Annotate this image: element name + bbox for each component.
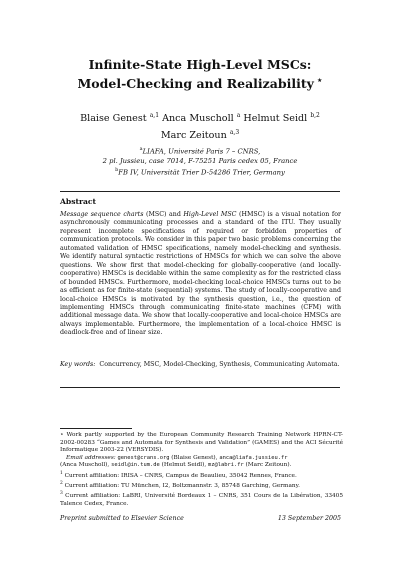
- email-label: Email addresses:: [66, 454, 116, 461]
- abstract-body: [60, 211, 341, 338]
- author-affiliation-marker: a,3: [229, 129, 240, 137]
- footnote-1: Current affiliation: IRISA – CNRS, Campus de Beaulieu, 35042 Rennes, France.: [64, 472, 297, 479]
- keywords: [60, 361, 341, 369]
- author-list: [0, 109, 400, 143]
- footnotes: [60, 432, 343, 508]
- affiliation-a-line-2: 2 pl. Jussieu, case 7014, F-75251 Paris cedex 05, France: [102, 156, 298, 165]
- footnote-rule: [60, 428, 132, 429]
- author-affiliation-marker: b,2: [310, 112, 320, 119]
- author-affiliation-marker: a,1: [149, 112, 160, 119]
- abstract-text: (HMSC) is a visual notation for asynchronously communicating processes and a standard of the ITU. They usually represent incomplete specifications of required or forbidden properties of communication protocols. We consider in this paper two basic problems concerning the automated validation of HMSC specifications, namely model-checking and synthesis. We identify natural syntactic restrictions of HMSCs for which we can solve the above questions. We show first that model-checking for globally-cooperative (and locally-cooperative) HMSCs is decidable within the same complexity as for the restricted class of bounded HMSCs. Furthermore, model-checking local-choice HMSCs turns out to be as efficient as for finite-state (sequential) systems. The study of locally-cooperative and local-choice HMSCs is motivated by the synthesis question, i.e., the question of implementing HMSCs through communicating finite-state machines (CFM) with additional message data. We show that locally-cooperative and local-choice HMSCs are always implementable. Furthermore, the implementation of a local-choice HMSC is deadlock-free and of linear size.: [60, 211, 341, 337]
- abstract-term-msc: Message sequence charts: [60, 211, 144, 218]
- email-owner: (Helmut Seidl),: [159, 462, 209, 468]
- keywords-text: Concurrency, MSC, Model-Checking, Synthesis, Communicating Automata.: [99, 361, 340, 368]
- title-line-1: Infinite-State High-Level MSCs:: [88, 57, 312, 72]
- footnote-2: Current affiliation: TU München, I2, Boltzmannstr. 3, 85748 Garching, Germany.: [64, 482, 300, 489]
- title-footnote-marker: ⋆: [316, 76, 323, 86]
- author-name: Blaise Genest: [80, 113, 147, 125]
- abstract-text-fragment: (MSC) and: [143, 211, 184, 218]
- footnote-number: 3: [60, 491, 63, 497]
- abstract-top-rule: [60, 191, 340, 192]
- footnote-funding: Work partly supported by the European Community Research Training Network HPRN-CT-2002-00283 “Games and Automata for Synthesis and Validation” (GAMES) and the ACI Sécurité Informatique 2003-22 (VERSYDIS).: [60, 432, 343, 453]
- preprint-date: 13 September 2005: [277, 515, 341, 522]
- email-link[interactable]: mz@labri.fr: [208, 462, 244, 468]
- preprint-note: Preprint submitted to Elsevier Science: [60, 515, 184, 522]
- affiliation-a-line-1: LIAFA, Université Paris 7 – CNRS,: [142, 147, 261, 156]
- abstract-heading: Abstract: [60, 197, 97, 206]
- author-affiliation-marker: a: [236, 112, 241, 119]
- email-owner: (Blaise Genest),: [169, 454, 220, 461]
- email-owner: (Anca Muscholl),: [60, 462, 112, 468]
- author-name: Marc Zeitoun: [160, 130, 227, 142]
- email-owner: (Marc Zeitoun).: [243, 462, 292, 468]
- footnote-star-marker: ⋆: [60, 432, 64, 438]
- email-link[interactable]: genest@crans.org: [117, 454, 170, 461]
- affiliation-label: a: [139, 146, 143, 152]
- affiliation-b-line-1: FB IV, Universität Trier D-54286 Trier, Germany: [118, 168, 285, 177]
- paper-title: [0, 56, 400, 92]
- affiliations: [0, 145, 400, 178]
- footnote-number: 2: [60, 480, 63, 486]
- footnote-3: Current affiliation: LaBRI, Université Bordeaux 1 – CNRS, 351 Cours de la Libération, 33405 Talence Cedex, France.: [60, 493, 343, 507]
- email-link[interactable]: seidl@in.tum.de: [111, 462, 160, 468]
- keywords-label: Key words:: [60, 361, 96, 368]
- author-name: Anca Muscholl: [162, 113, 234, 125]
- author-name: Helmut Seidl: [243, 113, 308, 125]
- preprint-line: [60, 515, 341, 522]
- affiliation-label: b: [115, 167, 119, 174]
- email-link[interactable]: anca@liafa.jussieu.fr: [219, 454, 288, 461]
- title-line-2: Model-Checking and Realizability: [77, 76, 314, 92]
- abstract-term-hmsc: High-Level MSC: [183, 211, 237, 218]
- abstract-bottom-rule: [60, 387, 340, 388]
- footnote-number: 1: [60, 470, 63, 476]
